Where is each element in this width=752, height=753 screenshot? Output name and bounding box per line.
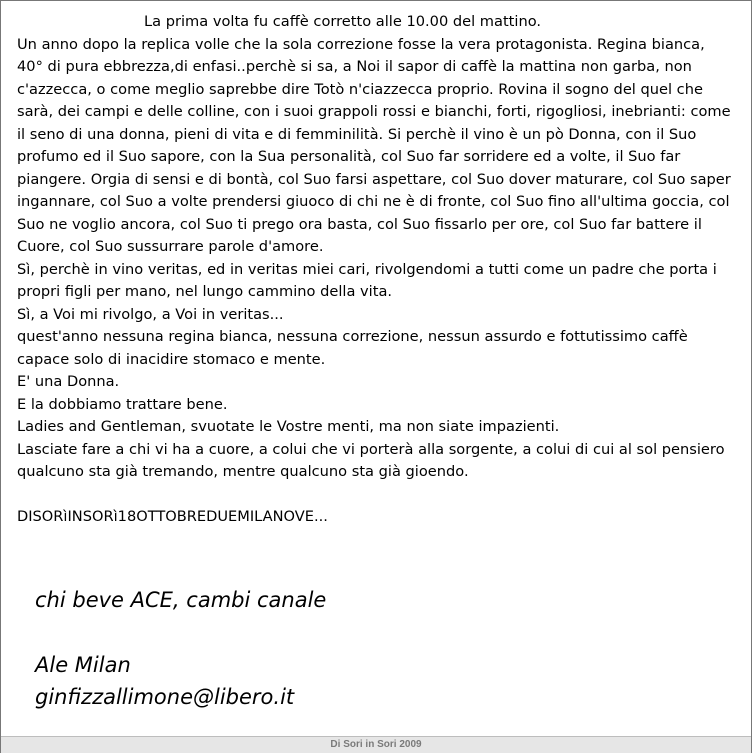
document-body — [17, 11, 735, 529]
paragraph-una-donna: E' una Donna. — [17, 373, 120, 390]
signature-name: Ale Milan — [35, 653, 131, 677]
paragraph-ladies: Ladies and Gentleman, svuotate le Vostre menti, ma non siate impazienti. — [17, 418, 560, 435]
paragraph-intro: Un anno dopo la replica volle che la sola correzione fosse la vera protagonista. Regina bianca, 40° di pura ebbrezza,di enfasi..perchè si sa, a Noi il sapor di caffè la mattina non garba, non c'azzecca, o come meglio saprebbe dire Totò n'ciazzecca proprio. Rovina il sogno del quel che sarà, dei campi e delle colline, con i suoi grappoli rossi e bianchi, forti, rigogliosi, inebrianti: come il seno di una donna, pieni di vita e di femminilità. Si perchè il vino è un pò Donna, con il Suo profumo ed il Suo sapore, con la Sua personalità, col Suo far sorridere ed a volte, il Suo far piangere. Orgia di sensi e di bontà, col Suo farsi aspettare, col Suo dover maturare, col Suo saper ingannare, col Suo a volte prendersi giuoco di chi ne è di fronte, col Suo fino all'ultima goccia, col Suo ne voglio ancora, col Suo ti prego ora basta, col Suo fissarlo per ore, col Suo far battere il Cuore, col Suo sussurrare parole d'amore. — [17, 35, 731, 255]
paragraph-quest-anno: quest'anno nessuna regina bianca, nessuna correzione, nessun assurdo e fottutissimo caffè capace solo di inacidire stomaco e mente. — [17, 328, 688, 368]
footer-caption: Di Sori in Sori 2009 — [1, 736, 751, 753]
paragraph-trattare-bene: E la dobbiamo trattare bene. — [17, 395, 228, 413]
signature-email: ginfizzallimone@libero.it — [35, 685, 295, 709]
paragraph-lasciate: Lasciate fare a chi vi ha a cuore, a colui che vi porterà alla sorgente, a colui di cui al sol pensiero qualcuno sta già tremando, mentre qualcuno sta già gioendo. — [17, 440, 725, 480]
blank-line — [17, 484, 735, 507]
title-line: La prima volta fu caffè corretto alle 10.00 del mattino. — [144, 13, 542, 30]
signature-motto: chi beve ACE, cambi canale — [35, 588, 327, 612]
paragraph-in-vino-veritas: Sì, perchè in vino veritas, ed in veritas miei cari, rivolgendomi a tutti come un padre che porta i propri figli per mano, nel lungo cammino della vita. — [17, 260, 717, 300]
closing-date-line: DISORìINSORì18OTTOBREDUEMILANOVE... — [17, 508, 328, 525]
paragraph-rivolgo: Sì, a Voi mi rivolgo, a Voi in veritas... — [17, 305, 284, 323]
